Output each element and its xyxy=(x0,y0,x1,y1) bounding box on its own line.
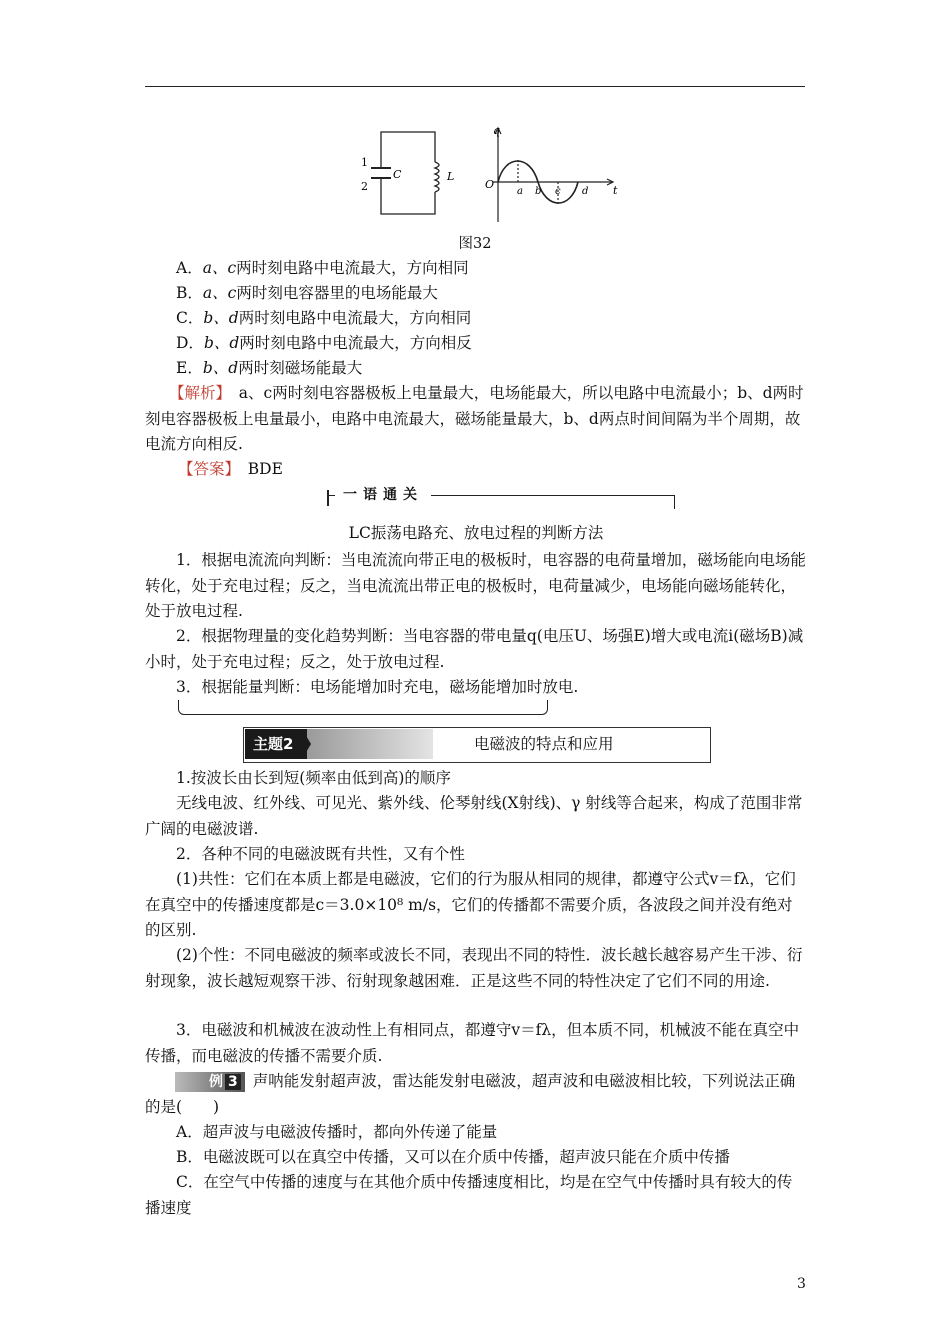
figure-caption: 图32 xyxy=(458,236,492,252)
analysis-paragraph: 【解析】 a、c两时刻电容器极板上电量最大，电场能最大，所以电路中电流最小；b、d两时刻电容器极板上电量最小，电路中电流最大，磁场能量最大，b、d两点时间间隔为半个周期，故电流方向相反. xyxy=(145,384,804,453)
option-d: D．b、d两时刻电路中电流最大，方向相反 xyxy=(176,334,472,352)
header-rule xyxy=(145,86,805,87)
option-e: E．b、d两时刻磁场能最大 xyxy=(176,359,363,377)
answer-value: BDE xyxy=(247,460,283,478)
option-a: A．a、c两时刻电路中电流最大，方向相同 xyxy=(176,259,469,277)
graph-point-d: d xyxy=(582,186,589,197)
plate-2-label: 2 xyxy=(361,180,368,193)
example-option-a: A．超声波与电磁波传播时，都向外传递了能量 xyxy=(176,1123,498,1141)
circuit-diagram xyxy=(371,132,439,214)
theme-label: 主题2 xyxy=(245,729,307,759)
option-c: C．b、d两时刻电路中电流最大，方向相同 xyxy=(176,309,472,327)
example-option-b: B．电磁波既可以在真空中传播，又可以在介质中传播，超声波只能在介质中传播 xyxy=(176,1148,730,1166)
theme-2-header xyxy=(243,727,711,763)
analysis-label: 【解析】 xyxy=(169,384,224,402)
answer-label: 【答案】 xyxy=(178,460,233,478)
graph-point-c: c xyxy=(555,186,561,197)
closing-bracket xyxy=(178,700,548,715)
q-t-graph xyxy=(493,128,613,222)
page-number: 3 xyxy=(797,1276,806,1292)
option-b: B．a、c两时刻电容器里的电场能最大 xyxy=(176,284,438,302)
method-item-2: 2．根据物理量的变化趋势判断：当电容器的带电量q(电压U、场强E)增大或电流i(磁场B)减小时，处于充电过程；反之，处于放电过程. xyxy=(145,627,804,671)
graph-origin-label: O xyxy=(485,178,495,191)
section-3-text: 3．电磁波和机械波在波动性上有相同点，都遵守v＝fλ，但本质不同，机械波不能在真空中传播，而电磁波的传播不需要介质. xyxy=(145,1021,800,1065)
section-1-text: 无线电波、红外线、可见光、紫外线、伦琴射线(X射线)、γ 射线等合起来，构成了范围非常广阔的电磁波谱. xyxy=(145,794,803,838)
graph-x-label: t xyxy=(613,184,618,197)
graph-point-b: b xyxy=(535,186,542,197)
theme-title: 电磁波的特点和应用 xyxy=(474,735,614,753)
section-2-common: (1)共性：它们在本质上都是电磁波，它们的行为服从相同的规律，都遵守公式v＝fλ，它们在真空中的传播速度都是c＝3.0×10⁸ m/s，它们的传播都不需要介质，各波段之间并没有绝对的区别. xyxy=(145,870,796,939)
example-3-question: 例 3 声呐能发射超声波，雷达能发射电磁波，超声波和电磁波相比较，下列说法正确的是( ) xyxy=(145,1072,796,1116)
section-2-individual: (2)个性：不同电磁波的频率或波长不同，表现出不同的特性．波长越长越容易产生干涉、衍射现象，波长越短观察干涉、衍射现象越困难．正是这些不同的特性决定了它们不同的用途. xyxy=(145,946,803,990)
section-2-heading: 2．各种不同的电磁波既有共性，又有个性 xyxy=(176,845,465,863)
example-badge: 例 3 xyxy=(175,1072,245,1092)
example-option-c: C．在空气中传播的速度与在其他介质中传播速度相比，均是在空气中传播时具有较大的传播速度 xyxy=(145,1173,793,1217)
section-1-heading: 1.按波长由长到短(频率由低到高)的顺序 xyxy=(176,769,451,787)
graph-y-label: q xyxy=(493,124,501,137)
plate-1-label: 1 xyxy=(361,156,368,169)
answer-line xyxy=(178,457,840,483)
method-item-1: 1．根据电流流向判断：当电流流向带正电的极板时，电容器的电荷量增加，磁场能向电场能转化，处于充电过程；反之，当电流流出带正电的极板时，电荷量减少，电场能向磁场能转化，处于放电过程. xyxy=(145,551,806,620)
yiyutongguan-heading xyxy=(327,484,677,514)
graph-point-a: a xyxy=(517,186,523,197)
yiyutongguan-label: 一语通关 xyxy=(335,484,431,506)
method-item-3: 3．根据能量判断：电场能增加时充电，磁场能增加时放电. xyxy=(176,678,579,696)
capacitor-label: C xyxy=(393,168,402,181)
inductor-label: L xyxy=(447,170,455,183)
lc-circuit-figure xyxy=(355,122,625,230)
method-subtitle: LC振荡电路充、放电过程的判断方法 xyxy=(348,524,604,542)
